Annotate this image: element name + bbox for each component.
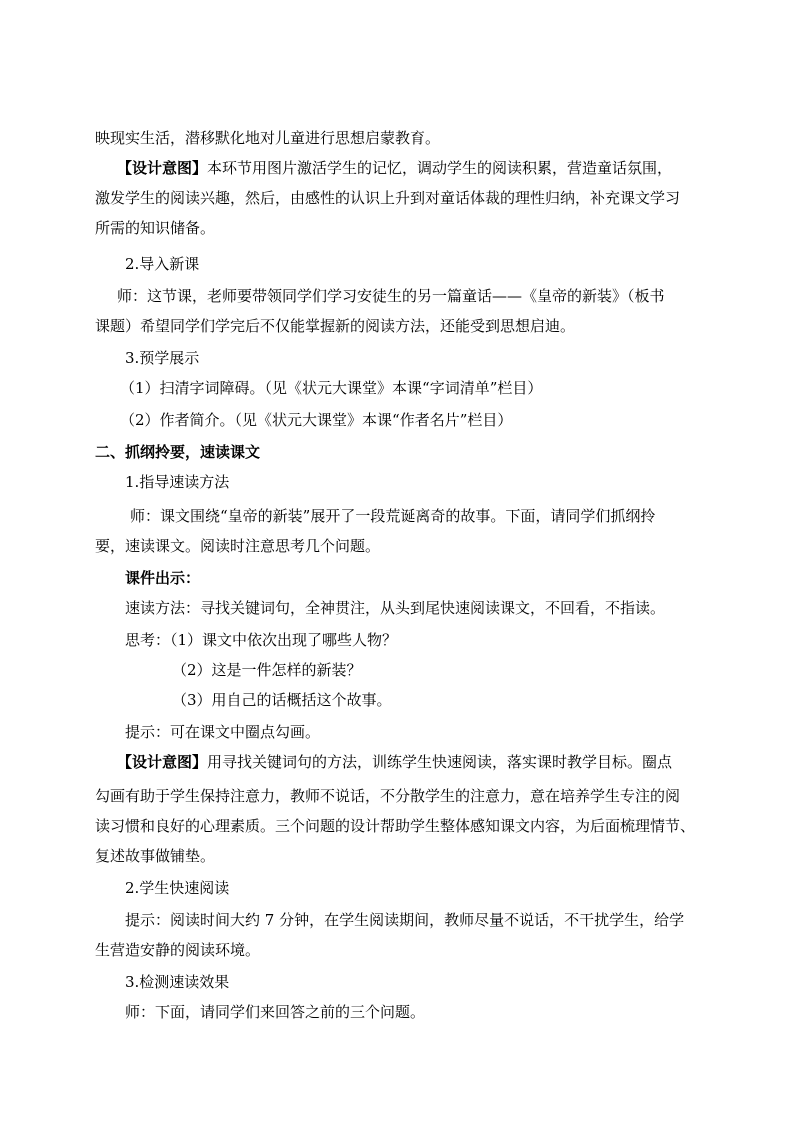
- paragraph-line: 读习惯和良好的心理素质。三个问题的设计帮助学生整体感知课文内容，为后面梳理情节、: [95, 817, 696, 835]
- design-intent-label: 【设计意图】: [117, 753, 208, 771]
- courseware-heading: 课件出示：: [125, 569, 201, 587]
- list-item: （1）扫清字词障碍。（见《状元大课堂》本课“字词清单”栏目）: [120, 379, 543, 397]
- section-heading: 2.学生快速阅读: [125, 879, 230, 897]
- paragraph-line: 激发学生的阅读兴趣，然后，由感性的认识上升到对童话体裁的理性归纳，补充课文学习: [95, 189, 681, 207]
- question-item: （3）用自己的话概括这个故事。: [172, 691, 392, 709]
- question-item: 思考：（1）课文中依次出现了哪些人物？: [125, 631, 398, 649]
- paragraph-line: 师：课文围绕“皇帝的新装”展开了一段荒诞离奇的故事。下面，请同学们抓纲拎: [130, 507, 656, 525]
- paragraph-line: 师：这节课，老师要带领同学们学习安徒生的另一篇童话——《皇帝的新装》（板书: [117, 287, 665, 305]
- question-item: （2）这是一件怎样的新装？: [172, 661, 362, 679]
- paragraph-line: 生营造安静的阅读环境。: [95, 941, 261, 959]
- paragraph-line: 复述故事做铺垫。: [95, 847, 216, 865]
- paragraph-line: 速读方法：寻找关键词句，全神贯注，从头到尾快速阅读课文，不回看，不指读。: [125, 599, 666, 617]
- paragraph-line: 要，速读课文。阅读时注意思考几个问题。: [95, 537, 381, 555]
- paragraph-line: 师：下面，请同学们来回答之前的三个问题。: [125, 1003, 426, 1021]
- paragraph-line: 提示：可在课文中圈点勾画。: [125, 723, 321, 741]
- section-heading: 3.预学展示: [125, 349, 200, 367]
- design-intent-paragraph-line: 【设计意图】本环节用图片激活学生的记忆，调动学生的阅读积累，营造童话氛围，: [117, 159, 673, 177]
- list-item: （2）作者简介。（见《状元大课堂》本课“作者名片”栏目）: [120, 411, 513, 429]
- paragraph-line: 映现实生活，潜移默化地对儿童进行思想启蒙教育。: [95, 129, 441, 147]
- paragraph-line: 勾画有助于学生保持注意力，教师不说话，不分散学生的注意力，意在培养学生专注的阅: [95, 787, 681, 805]
- major-heading: 二、抓纲拎要，速读课文: [95, 443, 261, 461]
- paragraph-line: 提示：阅读时间大约 7 分钟，在学生阅读期间，教师尽量不说话，不干扰学生，给学: [125, 911, 685, 929]
- design-intent-label: 【设计意图】: [117, 159, 208, 177]
- paragraph-line: 所需的知识储备。: [95, 219, 216, 237]
- section-heading: 1.指导速读方法: [125, 473, 230, 491]
- section-heading: 2.导入新课: [125, 255, 200, 273]
- paragraph-line: 课题）希望同学们学完后不仅能掌握新的阅读方法，还能受到思想启迪。: [95, 317, 576, 335]
- section-heading: 3.检测速读效果: [125, 973, 230, 991]
- design-intent-paragraph-line: 【设计意图】用寻找关键词句的方法，训练学生快速阅读，落实课时教学目标。圈点: [117, 753, 673, 771]
